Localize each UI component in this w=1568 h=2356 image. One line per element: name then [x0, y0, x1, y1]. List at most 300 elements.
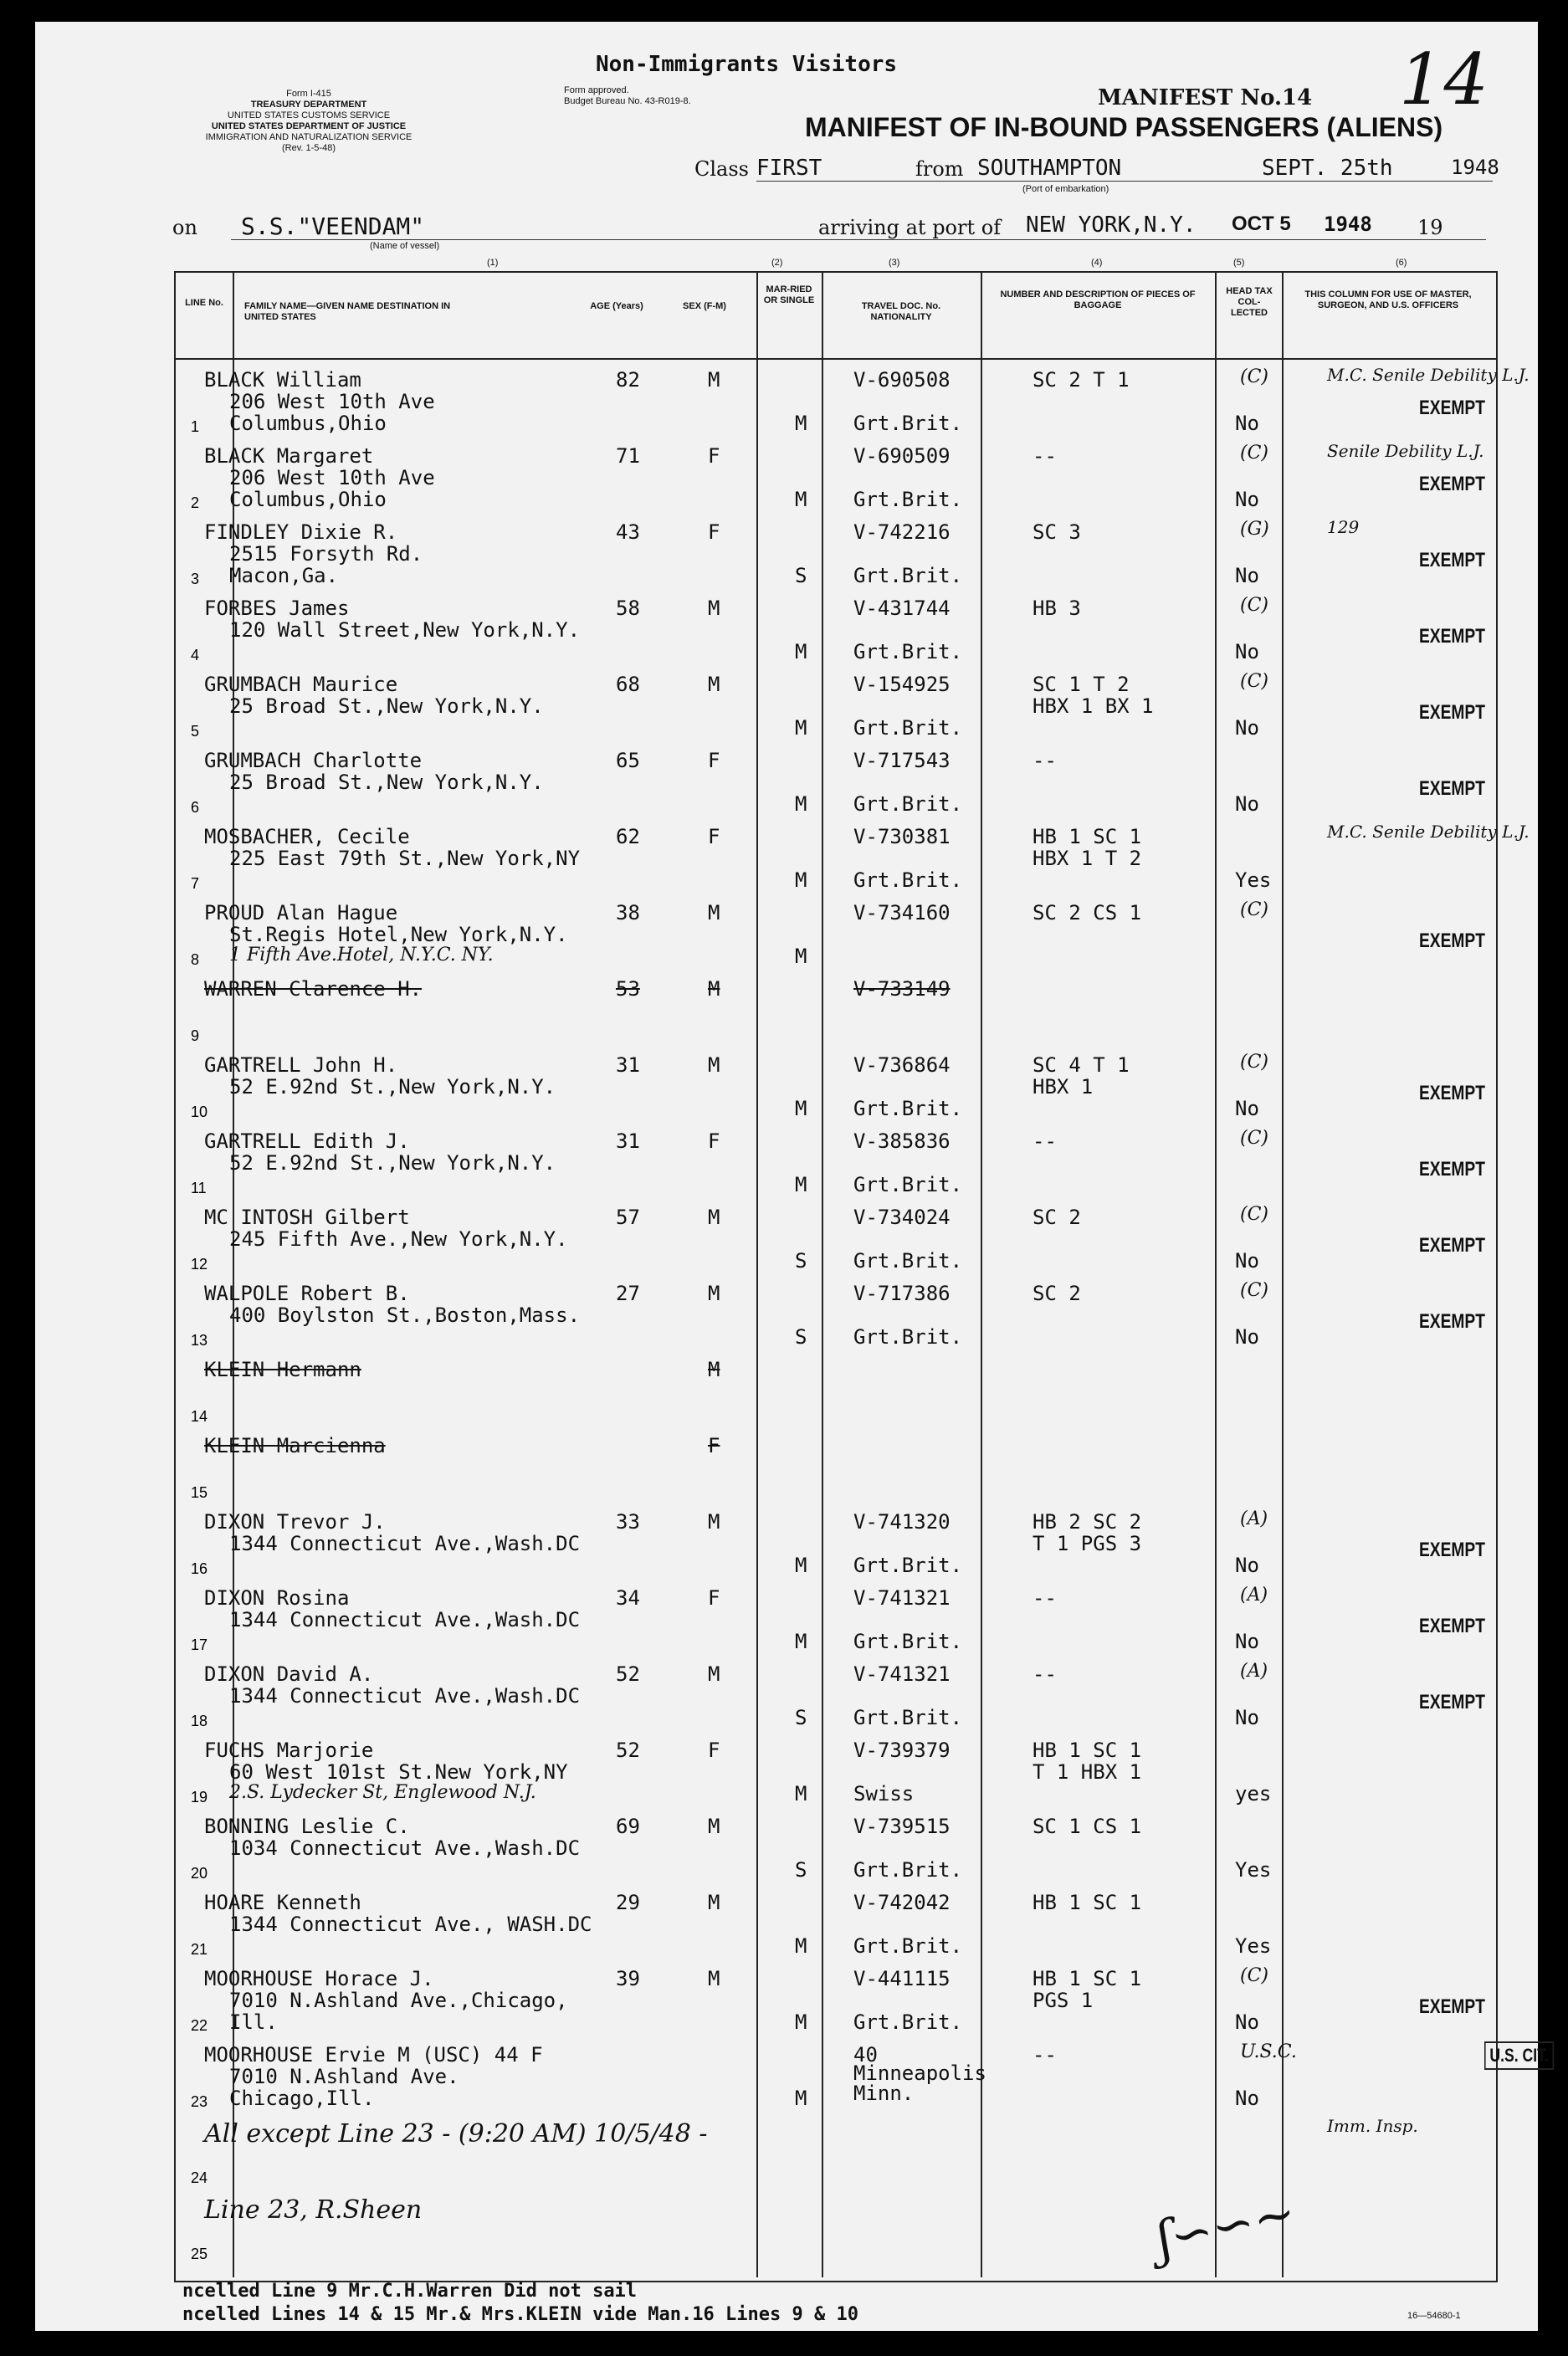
head-tax-value: yes [1235, 1782, 1272, 1805]
nationality: Grt.Brit. [853, 640, 963, 663]
age-value: 57 [616, 1206, 640, 1229]
exempt-stamp: EXEMPT [1419, 1234, 1485, 1257]
sex-value: M [708, 368, 720, 392]
age-value: 65 [616, 749, 640, 772]
passenger-name: MOORHOUSE Horace J. [204, 1967, 434, 1990]
marital-status: M [795, 868, 807, 892]
footer-note: ncelled Line 9 Mr.C.H.Warren Did not sail [182, 2281, 638, 2302]
head-tax-value: No [1235, 412, 1259, 435]
marital-status: M [795, 2010, 807, 2034]
head-tax-value: No [1235, 2087, 1259, 2110]
head-tax-value: No [1235, 716, 1259, 740]
agency-line: UNITED STATES CUSTOMS SERVICE [227, 110, 391, 120]
sex-value: F [708, 1434, 720, 1457]
passenger-name: MOSBACHER, Cecile [204, 825, 410, 848]
form-info [171, 89, 447, 154]
table-row [179, 668, 1491, 744]
nationality: Grt.Brit. [853, 1858, 963, 1882]
sex-value: F [708, 520, 720, 544]
officer-remark: M.C. Senile Debility L.J. [1327, 822, 1530, 842]
age-value: 34 [616, 1586, 640, 1610]
marital-status: M [795, 488, 807, 511]
exempt-stamp: EXEMPT [1419, 1082, 1485, 1104]
age-value: 52 [616, 1662, 640, 1686]
head-tax-value: No [1235, 792, 1259, 816]
table-row [179, 1962, 1491, 2038]
sex-value: F [708, 749, 720, 772]
marital-status: M [795, 2087, 807, 2110]
nationality: Grt.Brit. [853, 716, 963, 740]
header-age: AGE (Years) [590, 301, 643, 311]
exempt-stamp: EXEMPT [1419, 473, 1485, 495]
travel-doc-number: V-431744 [853, 597, 951, 620]
passenger-name: DIXON Trevor J. [204, 1510, 386, 1534]
sex-value: F [708, 444, 720, 468]
line-number: 8 [191, 951, 200, 968]
nationality: Grt.Brit. [853, 412, 963, 435]
passenger-name: WARREN Clarence H. [204, 977, 423, 1001]
inspector-signature: ʃ∽∽∼ [1151, 2183, 1301, 2270]
table-row [179, 363, 1530, 439]
destination-line: 2515 Forsyth Rd. [229, 542, 423, 566]
destination-line: 1344 Connecticut Ave.,Wash.DC [229, 1608, 581, 1631]
vessel-underline [231, 239, 1486, 240]
destination-line: 25 Broad St.,New York,N.Y. [229, 771, 544, 794]
travel-doc-number: V-733149 [853, 977, 951, 1001]
head-tax-mark: (C) [1240, 899, 1268, 920]
nationality: Grt.Brit. [853, 792, 963, 816]
manifest-title: MANIFEST OF IN-BOUND PASSENGERS (ALIENS) [805, 112, 1443, 142]
nationality: Grt.Brit. [853, 1630, 963, 1653]
sex-value: M [708, 1358, 720, 1381]
marital-status: M [795, 1934, 807, 1958]
vessel-name: S.S."VEENDAM" [241, 213, 425, 240]
baggage-line: SC 2 CS 1 [1033, 901, 1142, 924]
approval-info [564, 85, 691, 107]
destination-line: 225 East 79th St.,New York,NY [229, 847, 581, 870]
destination-line-2: Ill. [229, 2010, 278, 2034]
travel-doc-number: V-741321 [853, 1662, 951, 1686]
passenger-name: GRUMBACH Charlotte [204, 749, 423, 772]
nationality: Grt.Brit. [853, 488, 963, 511]
travel-doc-number: V-742042 [853, 1891, 951, 1914]
agency-line: TREASURY DEPARTMENT [250, 100, 367, 110]
travel-doc-number: V-734160 [853, 901, 951, 924]
table-row [179, 1353, 1491, 1429]
sex-value: M [708, 673, 720, 696]
travel-doc-number: V-739515 [853, 1815, 951, 1838]
from-label: from [915, 157, 964, 181]
passenger-name: GRUMBACH Maurice [204, 673, 398, 696]
head-tax-value: No [1235, 488, 1259, 511]
sex-value: M [708, 1891, 720, 1914]
baggage-line: SC 2 [1033, 1206, 1081, 1229]
header-name: FAMILY NAME—GIVEN NAME DESTINATION IN UNITED STATES [244, 301, 451, 322]
travel-doc-number: 40 [853, 2043, 878, 2067]
baggage-line: HB 1 SC 1 [1033, 1739, 1142, 1762]
baggage-line: HB 3 [1033, 597, 1081, 620]
baggage-line: HB 1 SC 1 [1033, 1891, 1142, 1914]
destination-line-2: Columbus,Ohio [229, 488, 387, 511]
port-embarkation-caption: (Port of embarkation) [1022, 184, 1109, 194]
passenger-name: MOORHOUSE Ervie M (USC) 44 F [204, 2043, 543, 2067]
line-number: 25 [191, 2246, 208, 2262]
travel-doc-number: V-385836 [853, 1129, 951, 1153]
head-tax-mark: (A) [1240, 1661, 1268, 1682]
arrival-date: OCT 5 [1232, 213, 1291, 235]
destination-line-2: Chicago,Ill. [229, 2087, 375, 2110]
destination-line: 52 E.92nd St.,New York,N.Y. [229, 1075, 556, 1099]
table-row [179, 744, 1491, 820]
exempt-stamp: EXEMPT [1419, 1158, 1485, 1181]
approval-line: Budget Bureau No. 43-R019-8. [564, 96, 691, 106]
line-number: 10 [191, 1104, 208, 1120]
marital-status: M [795, 1554, 807, 1577]
destination-line-2: Columbus,Ohio [229, 412, 387, 435]
marital-status: M [795, 640, 807, 663]
line-number: 11 [191, 1180, 207, 1196]
line-number: 19 [191, 1789, 208, 1805]
baggage-line: -- [1033, 2043, 1057, 2067]
passenger-name: MC INTOSH Gilbert [204, 1206, 410, 1229]
table-row [179, 515, 1491, 592]
line-number: 24 [191, 2169, 208, 2186]
table-row [179, 1429, 1491, 1505]
sex-value: M [708, 901, 720, 924]
col-number: (1) [487, 258, 499, 268]
baggage-line: -- [1033, 444, 1057, 468]
head-tax-value: No [1235, 1630, 1259, 1653]
line-number: 5 [191, 723, 200, 740]
baggage-line: SC 3 [1033, 520, 1081, 544]
arrival-year: 1948 [1324, 213, 1372, 236]
head-tax-value: No [1235, 1554, 1259, 1577]
baggage-line: HB 2 SC 2 [1033, 1510, 1142, 1534]
head-tax-mark: (A) [1240, 1508, 1268, 1529]
passenger-name: BLACK Margaret [204, 444, 374, 468]
baggage-line: SC 4 T 1 [1033, 1053, 1130, 1077]
header-head-tax: HEAD TAX COL-LECTED [1226, 286, 1273, 318]
line-number: 7 [191, 875, 200, 892]
nationality: Minneapolis Minn. [853, 2062, 986, 2105]
destination-line: 60 West 101st St.New York,NY [229, 1760, 568, 1784]
approval-line: Form approved. [564, 85, 629, 95]
destination-line: 400 Boylston St.,Boston,Mass. [229, 1303, 581, 1327]
nationality: Grt.Brit. [853, 1097, 963, 1120]
passenger-name: Line 23, R.Sheen [204, 2195, 423, 2225]
line-number: 6 [191, 799, 200, 816]
footer-note: ncelled Lines 14 & 15 Mr.& Mrs.KLEIN vide Man.16 Lines 9 & 10 [182, 2304, 858, 2325]
marital-status: S [795, 1706, 807, 1729]
sex-value: M [708, 597, 720, 620]
exempt-stamp: EXEMPT [1419, 1310, 1485, 1333]
header-line-no: LINE No. [185, 298, 223, 308]
marital-status: M [795, 716, 807, 740]
table-row [179, 1201, 1491, 1277]
marital-status: S [795, 1325, 807, 1349]
passenger-name: DIXON Rosina [204, 1586, 350, 1610]
passenger-name: All except Line 23 - (9:20 AM) 10/5/48 - [204, 2119, 708, 2149]
head-tax-value: Yes [1235, 1934, 1272, 1958]
passenger-name: FUCHS Marjorie [204, 1739, 374, 1762]
head-tax-value: No [1235, 640, 1259, 663]
table-row [179, 1277, 1491, 1353]
travel-doc-number: V-736864 [853, 1053, 951, 1077]
table-row [179, 972, 1491, 1048]
baggage-line-2: T 1 HBX 1 [1033, 1760, 1142, 1784]
header-row-border [174, 358, 1496, 360]
head-tax-mark: (C) [1240, 1052, 1268, 1073]
destination-line-2: 2.S. Lydecker St, Englewood N.J. [229, 1782, 536, 1803]
form-code: 16—54680-1 [1407, 2311, 1461, 2321]
passenger-name: GARTRELL John H. [204, 1053, 398, 1077]
marital-status: S [795, 1249, 807, 1273]
col-number: (3) [889, 258, 900, 268]
exempt-stamp: EXEMPT [1419, 1995, 1485, 2018]
agency-line: UNITED STATES DEPARTMENT OF JUSTICE [211, 121, 407, 131]
exempt-stamp: EXEMPT [1419, 397, 1485, 419]
marital-status: M [795, 945, 807, 968]
header-baggage: NUMBER AND DESCRIPTION OF PIECES OF BAGGAGE [1000, 289, 1196, 310]
header-officers: THIS COLUMN FOR USE OF MASTER, SURGEON, AND U.S. OFFICERS [1304, 289, 1472, 310]
sex-value: M [708, 1206, 720, 1229]
sex-value: M [708, 1662, 720, 1686]
table-row [179, 820, 1530, 896]
age-value: 82 [616, 368, 640, 392]
nationality: Grt.Brit. [853, 1934, 963, 1958]
exempt-stamp: EXEMPT [1419, 1615, 1485, 1637]
corner-number: 14 [1399, 38, 1489, 120]
head-tax-mark: (C) [1240, 1128, 1268, 1149]
passenger-name: FINDLEY Dixie R. [204, 520, 398, 544]
line-number: 3 [191, 571, 200, 587]
destination-line: 7010 N.Ashland Ave. [229, 2065, 459, 2088]
age-value: 69 [616, 1815, 640, 1838]
officer-remark: M.C. Senile Debility L.J. [1327, 365, 1530, 385]
nineteen: 19 [1417, 216, 1443, 239]
sex-value: M [708, 1510, 720, 1534]
manifest-page [35, 22, 1549, 2331]
col-number: (6) [1396, 258, 1407, 268]
table-row [179, 896, 1491, 972]
head-tax-mark: (C) [1240, 366, 1268, 387]
destination-line: 1034 Connecticut Ave.,Wash.DC [229, 1836, 581, 1860]
head-tax-mark: (C) [1240, 595, 1268, 616]
form-number: Form I-415 [286, 89, 331, 99]
destination-line: 206 West 10th Ave [229, 390, 435, 413]
head-tax-value: No [1235, 1097, 1259, 1120]
destination-line: 1344 Connecticut Ave.,Wash.DC [229, 1684, 581, 1708]
baggage-line-2: HBX 1 BX 1 [1033, 694, 1154, 718]
head-tax-mark: (C) [1240, 1204, 1268, 1225]
marital-status: M [795, 1630, 807, 1653]
baggage-line-2: HBX 1 [1033, 1075, 1094, 1099]
destination-line-2: 1 Fifth Ave.Hotel, N.Y.C. NY. [229, 945, 494, 965]
class-label: Class [694, 157, 749, 181]
line-number: 16 [191, 1560, 208, 1577]
head-tax-value: No [1235, 1325, 1259, 1349]
passenger-name: DIXON David A. [204, 1662, 374, 1686]
line-number: 12 [191, 1256, 208, 1273]
table-row [179, 1810, 1491, 1886]
exempt-stamp: EXEMPT [1419, 1691, 1485, 1713]
line-number: 17 [191, 1636, 208, 1653]
travel-doc-number: V-717543 [853, 749, 951, 772]
travel-doc-number: V-730381 [853, 825, 951, 848]
baggage-line: -- [1033, 749, 1057, 772]
age-value: 62 [616, 825, 640, 848]
table-row [179, 2114, 1491, 2190]
from-value: SOUTHAMPTON [977, 156, 1122, 181]
head-tax-value: No [1235, 564, 1259, 587]
baggage-line: -- [1033, 1586, 1057, 1610]
baggage-line: SC 1 T 2 [1033, 673, 1130, 696]
exempt-stamp: EXEMPT [1419, 777, 1485, 800]
destination-line: St.Regis Hotel,New York,N.Y. [229, 923, 568, 946]
revision-line: (Rev. 1-5-48) [282, 143, 336, 153]
destination-line: 1344 Connecticut Ave.,Wash.DC [229, 1532, 581, 1555]
sex-value: F [708, 1129, 720, 1153]
table-row [179, 2038, 1549, 2114]
sex-value: F [708, 1586, 720, 1610]
table-row [179, 1581, 1491, 1657]
travel-doc-number: V-734024 [853, 1206, 951, 1229]
exempt-stamp: U.S. CIT. [1484, 2041, 1554, 2070]
age-value: 58 [616, 597, 640, 620]
baggage-line: SC 2 [1033, 1282, 1081, 1305]
nationality: Grt.Brit. [853, 1325, 963, 1349]
header-married: MAR-RIED OR SINGLE [763, 284, 815, 305]
baggage-line: SC 2 T 1 [1033, 368, 1130, 392]
baggage-line: HB 1 SC 1 [1033, 825, 1142, 848]
age-value: 27 [616, 1282, 640, 1305]
marital-status: M [795, 412, 807, 435]
baggage-line: -- [1033, 1129, 1057, 1153]
table-row [179, 439, 1491, 515]
passenger-name: KLEIN Marcienna [204, 1434, 386, 1457]
head-tax-value: Yes [1235, 868, 1272, 892]
age-value: 31 [616, 1129, 640, 1153]
travel-doc-number: V-154925 [853, 673, 951, 696]
class-value: FIRST [756, 156, 822, 181]
manifest-number: MANIFEST No.14 [1098, 85, 1313, 110]
passenger-name: BONNING Leslie C. [204, 1815, 410, 1838]
nationality: Swiss [853, 1782, 915, 1805]
age-value: 52 [616, 1739, 640, 1762]
top-note: Non-Immigrants Visitors [596, 52, 898, 77]
destination-line-2: Macon,Ga. [229, 564, 339, 587]
travel-doc-number: V-739379 [853, 1739, 951, 1762]
travel-doc-number: V-441115 [853, 1967, 951, 1990]
marital-status: M [795, 792, 807, 816]
head-tax-mark: (C) [1240, 671, 1268, 692]
line-number: 2 [191, 494, 200, 511]
line-number: 21 [191, 1941, 208, 1958]
destination-line: 52 E.92nd St.,New York,N.Y. [229, 1151, 556, 1175]
head-tax-mark: U.S.C. [1240, 2041, 1297, 2062]
passenger-name: PROUD Alan Hague [204, 901, 398, 924]
travel-doc-number: V-690508 [853, 368, 951, 392]
head-tax-value: No [1235, 1249, 1259, 1273]
nationality: Grt.Brit. [853, 1706, 963, 1729]
head-tax-mark: (C) [1240, 1280, 1268, 1301]
on-label: on [172, 216, 197, 239]
passenger-name: KLEIN Hermann [204, 1358, 361, 1381]
sex-value: F [708, 1739, 720, 1762]
officer-remark: Imm. Insp. [1327, 2116, 1418, 2136]
head-tax-value: No [1235, 1706, 1259, 1729]
head-tax-mark: (G) [1240, 519, 1269, 540]
line-number: 22 [191, 2017, 208, 2034]
baggage-line: SC 1 CS 1 [1033, 1815, 1142, 1838]
travel-doc-number: V-741320 [853, 1510, 951, 1534]
head-tax-value: No [1235, 2010, 1259, 2034]
age-value: 31 [616, 1053, 640, 1077]
line-number: 18 [191, 1713, 208, 1729]
marital-status: S [795, 564, 807, 587]
marital-status: M [795, 1782, 807, 1805]
head-tax-mark: (C) [1240, 443, 1268, 464]
passenger-name: GARTRELL Edith J. [204, 1129, 410, 1153]
line-number: 14 [191, 1408, 208, 1425]
table-row [179, 1124, 1491, 1201]
destination-line: 120 Wall Street,New York,N.Y. [229, 618, 581, 642]
nationality: Grt.Brit. [853, 564, 963, 587]
sex-value: M [708, 1815, 720, 1838]
line-number: 15 [191, 1484, 208, 1501]
table-row [179, 1657, 1491, 1734]
agency-line: IMMIGRATION AND NATURALIZATION SERVICE [205, 132, 412, 142]
arriving-label: arriving at port of [818, 216, 1002, 239]
vessel-caption: (Name of vessel) [370, 241, 440, 251]
nationality: Grt.Brit. [853, 868, 963, 892]
nationality: Grt.Brit. [853, 1554, 963, 1577]
sex-value: M [708, 977, 720, 1001]
baggage-line-2: T 1 PGS 3 [1033, 1532, 1142, 1555]
travel-doc-number: V-741321 [853, 1586, 951, 1610]
travel-doc-number: V-717386 [853, 1282, 951, 1305]
line-number: 20 [191, 1865, 208, 1882]
marital-status: S [795, 1858, 807, 1882]
baggage-line-2: PGS 1 [1033, 1989, 1094, 2012]
passenger-name: WALPOLE Robert B. [204, 1282, 410, 1305]
table-row [179, 1886, 1491, 1962]
line-number: 23 [191, 2093, 208, 2110]
officer-remark: Senile Debility L.J. [1327, 441, 1484, 461]
line-number: 9 [191, 1027, 200, 1044]
age-value: 29 [616, 1891, 640, 1914]
age-value: 38 [616, 901, 640, 924]
from-year: 1948 [1451, 156, 1499, 179]
marital-status: M [795, 1173, 807, 1196]
baggage-line-2: HBX 1 T 2 [1033, 847, 1142, 870]
line-number: 13 [191, 1332, 208, 1349]
destination-line: 25 Broad St.,New York,N.Y. [229, 694, 544, 718]
marital-status: M [795, 1097, 807, 1120]
destination-line: 245 Fifth Ave.,New York,N.Y. [229, 1227, 568, 1251]
passenger-name: BLACK William [204, 368, 361, 392]
exempt-stamp: EXEMPT [1419, 930, 1485, 952]
nationality: Grt.Brit. [853, 1249, 963, 1273]
header-underline [756, 181, 1493, 182]
age-value: 68 [616, 673, 640, 696]
sex-value: M [708, 1053, 720, 1077]
destination-line: 206 West 10th Ave [229, 466, 435, 489]
exempt-stamp: EXEMPT [1419, 1539, 1485, 1561]
sex-value: F [708, 825, 720, 848]
table-row [179, 1048, 1491, 1124]
travel-doc-number: V-690509 [853, 444, 951, 468]
